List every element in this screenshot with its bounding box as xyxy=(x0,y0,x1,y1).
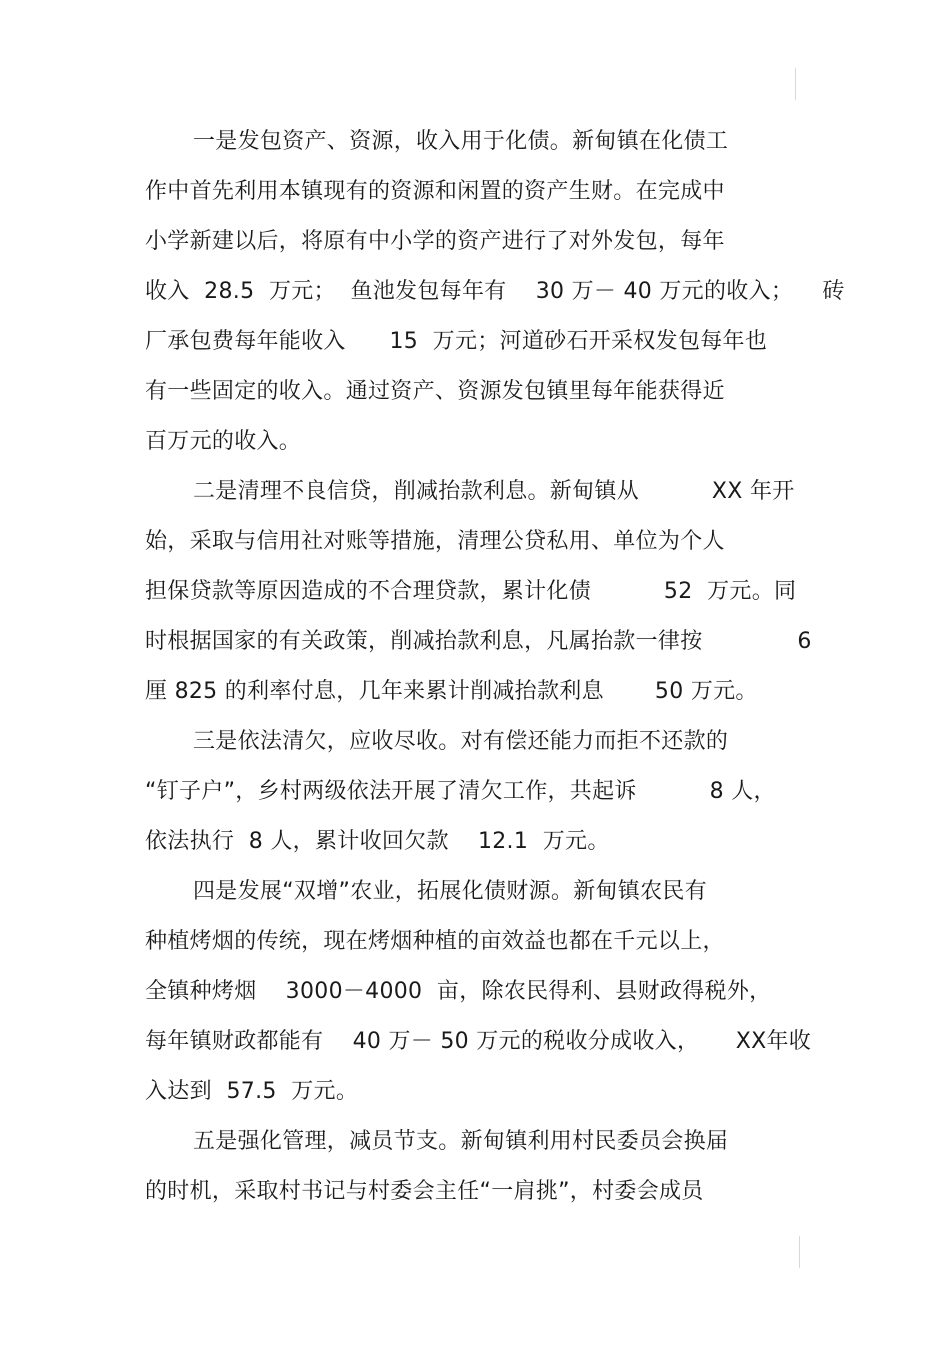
paragraph-3-line-3: 依法执行 8 人，累计收回欠款 12.1 万元。 xyxy=(145,829,610,854)
paragraph-5-line-2: 的时机，采取村书记与村委会主任“一肩挑”，村委会成员 xyxy=(145,1179,704,1204)
paragraph-2-line-2: 始，采取与信用社对账等措施，清理公贷私用、单位为个人 xyxy=(145,529,725,554)
paragraph-2-line-3: 担保贷款等原因造成的不合理贷款，累计化债 52 万元。同 xyxy=(145,579,797,604)
paragraph-1-line-5: 厂承包费每年能收入 15 万元；河道砂石开采权发包每年也 xyxy=(145,329,768,354)
margin-mark-bottom xyxy=(799,1236,800,1268)
paragraph-1-line-4: 收入 28.5 万元； 鱼池发包每年有 30 万－ 40 万元的收入； 砖 xyxy=(145,279,845,304)
paragraph-4-line-1: 四是发展“双增”农业，拓展化债财源。新甸镇农民有 xyxy=(193,879,707,904)
paragraph-4-line-3: 全镇种烤烟 3000－4000 亩，除农民得利、县财政得税外， xyxy=(145,979,772,1004)
paragraph-3-line-2: “钉子户”，乡村两级依法开展了清欠工作，共起诉 8 人， xyxy=(145,779,776,804)
paragraph-5-line-1: 五是强化管理，减员节支。新甸镇利用村民委员会换届 xyxy=(193,1129,729,1154)
paragraph-1-line-7: 百万元的收入。 xyxy=(145,429,302,454)
paragraph-3-line-1: 三是依法清欠，应收尽收。对有偿还能力而拒不还款的 xyxy=(193,729,729,754)
paragraph-4-line-2: 种植烤烟的传统，现在烤烟种植的亩效益也都在千元以上， xyxy=(145,929,725,954)
paragraph-2-line-1: 二是清理不良信贷，削减抬款利息。新甸镇从 XX 年开 xyxy=(193,479,795,504)
paragraph-1-line-6: 有一些固定的收入。通过资产、资源发包镇里每年能获得近 xyxy=(145,379,725,404)
paragraph-2-line-5: 厘 825 的利率付息，几年来累计削减抬款利息 50 万元。 xyxy=(145,679,758,704)
paragraph-1-line-1: 一是发包资产、资源，收入用于化债。新甸镇在化债工 xyxy=(193,129,729,154)
paragraph-4-line-4: 每年镇财政都能有 40 万－ 50 万元的税收分成收入， XX年收 xyxy=(145,1029,812,1054)
paragraph-1-line-3: 小学新建以后，将原有中小学的资产进行了对外发包，每年 xyxy=(145,229,725,254)
margin-mark-top xyxy=(795,68,796,100)
paragraph-1-line-2: 作中首先利用本镇现有的资源和闲置的资产生财。在完成中 xyxy=(145,179,725,204)
paragraph-2-line-4: 时根据国家的有关政策，削减抬款利息，凡属抬款一律按 6 xyxy=(145,629,812,654)
paragraph-4-line-5: 入达到 57.5 万元。 xyxy=(145,1079,359,1104)
